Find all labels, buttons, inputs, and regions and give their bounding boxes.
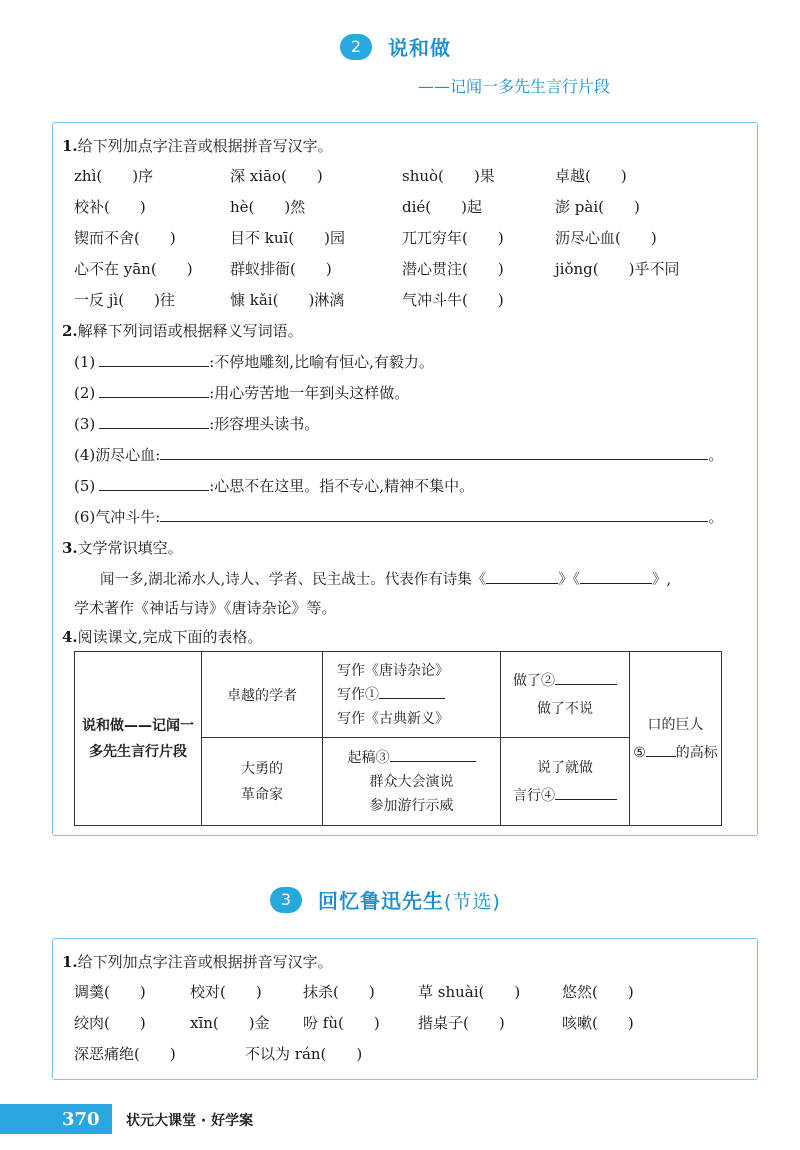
table-cell xyxy=(202,738,323,826)
cell-text: 言行④ xyxy=(513,787,555,804)
definition-item xyxy=(74,475,474,496)
pinyin-item: 锲而不舍( ) xyxy=(74,229,176,247)
cell-text: ⑤ xyxy=(633,744,646,761)
literary-text: 》《 xyxy=(558,572,580,588)
item-number: (5) xyxy=(74,477,96,495)
question-text: 给下列加点字注音或根据拼音写汉字。 xyxy=(77,137,333,155)
pinyin-item: 兀兀穷年( ) xyxy=(402,229,504,247)
pinyin-item: 沥尽心血( ) xyxy=(555,229,657,247)
question-4 xyxy=(62,626,262,647)
item-number: (4)沥尽心血: xyxy=(74,446,161,464)
lesson-title: 说和做 xyxy=(388,36,451,60)
lesson-number-badge: 2 xyxy=(340,34,372,60)
question-text: 解释下列词语或根据释义写词语。 xyxy=(77,322,303,340)
literary-text: 闻一多,湖北浠水人,诗人、学者、民主战士。代表作有诗集《 xyxy=(100,572,487,588)
table-right-cell xyxy=(630,652,722,826)
cell-line xyxy=(631,739,720,767)
cell-line xyxy=(337,683,499,707)
lesson-title xyxy=(318,885,501,914)
pinyin-item: 深 xiāo( ) xyxy=(230,167,323,185)
pinyin-item: 校对( ) xyxy=(190,983,262,1001)
question-text: 给下列加点字注音或根据拼音写汉字。 xyxy=(77,953,333,971)
pinyin-item: 气冲斗牛( ) xyxy=(402,291,504,309)
pinyin-item: 绞肉( ) xyxy=(74,1014,146,1032)
answer-blank[interactable] xyxy=(160,445,708,460)
definition-item xyxy=(74,351,434,372)
pinyin-item: 咳嗽( ) xyxy=(562,1014,634,1032)
answer-blank[interactable] xyxy=(99,352,209,367)
question-number: 4. xyxy=(62,628,78,646)
cell-line xyxy=(502,667,628,695)
answer-blank[interactable] xyxy=(390,747,476,762)
cell-line: 参加游行示威 xyxy=(369,797,454,814)
page-number: 370 xyxy=(62,1109,100,1130)
lesson-title-suffix: (节选) xyxy=(444,891,501,913)
pinyin-item: 一反 jì( )往 xyxy=(74,291,175,309)
pinyin-item: 深恶痛绝( ) xyxy=(74,1045,176,1063)
pinyin-item: 揩桌子( ) xyxy=(418,1014,505,1032)
cell-line xyxy=(502,782,628,810)
item-text: :不停地雕刻,比喻有恒心,有毅力。 xyxy=(209,353,434,371)
question-number: 3. xyxy=(62,539,78,557)
question-text: 阅读课文,完成下面的表格。 xyxy=(77,628,263,646)
answer-blank[interactable] xyxy=(99,414,209,429)
question-text: 文学常识填空。 xyxy=(77,539,183,557)
lesson-number-badge: 3 xyxy=(270,887,302,913)
table-cell xyxy=(501,738,630,826)
answer-blank[interactable] xyxy=(379,684,445,699)
pinyin-item: 目不 kuī( )园 xyxy=(230,229,346,247)
table-cell xyxy=(323,738,501,826)
answer-blank[interactable] xyxy=(486,569,558,584)
pinyin-item: xīn( )金 xyxy=(190,1014,270,1032)
table-cell: 卓越的学者 xyxy=(202,652,323,738)
cell-line: 做了不说 xyxy=(537,700,593,717)
cell-text: 起稿③ xyxy=(347,749,390,766)
cell-line: 革命家 xyxy=(241,786,283,803)
item-number: (6)气冲斗牛: xyxy=(74,508,161,526)
answer-blank[interactable] xyxy=(555,785,617,800)
pinyin-item: 慷 kǎi( )淋漓 xyxy=(230,291,345,309)
lesson-title-text: 回忆鲁迅先生 xyxy=(318,889,444,913)
pinyin-item: 校补( ) xyxy=(74,198,146,216)
item-text: :用心劳苦地一年到头这样做。 xyxy=(209,384,410,402)
book-title: 状元大课堂 · 好学案 xyxy=(126,1113,254,1129)
lesson-header-2 xyxy=(340,32,451,61)
pinyin-item: 草 shuài( ) xyxy=(418,983,521,1001)
item-number: (1) xyxy=(74,353,96,371)
definition-item xyxy=(74,413,319,434)
literary-text: 》, xyxy=(651,572,672,588)
cell-line xyxy=(324,746,499,770)
lesson-header-3 xyxy=(270,885,501,914)
pinyin-item: 吩 fù( ) xyxy=(303,1014,380,1032)
definition-item xyxy=(74,506,723,527)
pinyin-item: dié( )起 xyxy=(402,198,482,216)
item-text: 。 xyxy=(708,508,724,526)
question-number: 1. xyxy=(62,953,78,971)
cell-text: 做了② xyxy=(513,672,555,689)
cell-text: 写作① xyxy=(337,686,379,703)
cell-line: 写作《唐诗杂论》 xyxy=(337,662,449,679)
cell-text: 的高标 xyxy=(675,744,718,761)
answer-blank[interactable] xyxy=(580,569,652,584)
cell-line: 说了就做 xyxy=(537,759,593,776)
cell-line: 大勇的 xyxy=(241,760,283,777)
answer-blank[interactable] xyxy=(99,383,209,398)
pinyin-item: 澎 pài( ) xyxy=(555,198,640,216)
answer-blank[interactable] xyxy=(99,476,209,491)
table-cell xyxy=(323,652,501,738)
cell-line: 群众大会演说 xyxy=(369,773,454,790)
literary-fill-line xyxy=(100,568,671,589)
item-text: 。 xyxy=(708,446,724,464)
pinyin-item: 调羹( ) xyxy=(74,983,146,1001)
table-cell xyxy=(501,652,630,738)
cell-line: 口的巨人 xyxy=(647,716,704,733)
question-3 xyxy=(62,537,183,558)
question-1 xyxy=(62,951,333,972)
item-number: (2) xyxy=(74,384,96,402)
table-left-title: 说和做——记闻一多先生言行片段 xyxy=(75,652,202,826)
question-2 xyxy=(62,320,303,341)
pinyin-item: zhì( )序 xyxy=(74,167,154,185)
answer-blank[interactable] xyxy=(555,670,617,685)
question-number: 1. xyxy=(62,137,78,155)
pinyin-item: 潜心贯注( ) xyxy=(402,260,504,278)
item-number: (3) xyxy=(74,415,96,433)
cell-line: 写作《古典新义》 xyxy=(337,710,449,727)
pinyin-item: 不以为 rán( ) xyxy=(245,1045,363,1063)
item-text: :心思不在这里。指不专心,精神不集中。 xyxy=(209,477,475,495)
pinyin-item: 抹杀( ) xyxy=(303,983,375,1001)
page-number-bar xyxy=(0,1104,112,1134)
definition-item xyxy=(74,382,409,403)
question-1 xyxy=(62,135,333,156)
pinyin-item: 卓越( ) xyxy=(555,167,627,185)
item-text: :形容埋头读书。 xyxy=(209,415,320,433)
definition-item xyxy=(74,444,723,465)
pinyin-item: 心不在 yān( ) xyxy=(74,260,193,278)
question-number: 2. xyxy=(62,322,78,340)
answer-blank[interactable] xyxy=(646,742,676,757)
pinyin-item: 悠然( ) xyxy=(562,983,634,1001)
pinyin-item: jiǒng( )乎不同 xyxy=(555,260,680,278)
reading-table xyxy=(74,651,722,826)
lesson-subtitle: ——记闻一多先生言行片段 xyxy=(418,77,611,96)
literary-line-2: 学术著作《神话与诗》《唐诗杂论》等。 xyxy=(74,599,337,617)
pinyin-item: shuò( )果 xyxy=(402,167,495,185)
pinyin-item: 群蚁排衙( ) xyxy=(230,260,332,278)
answer-blank[interactable] xyxy=(160,507,708,522)
pinyin-item: hè( )然 xyxy=(230,198,306,216)
